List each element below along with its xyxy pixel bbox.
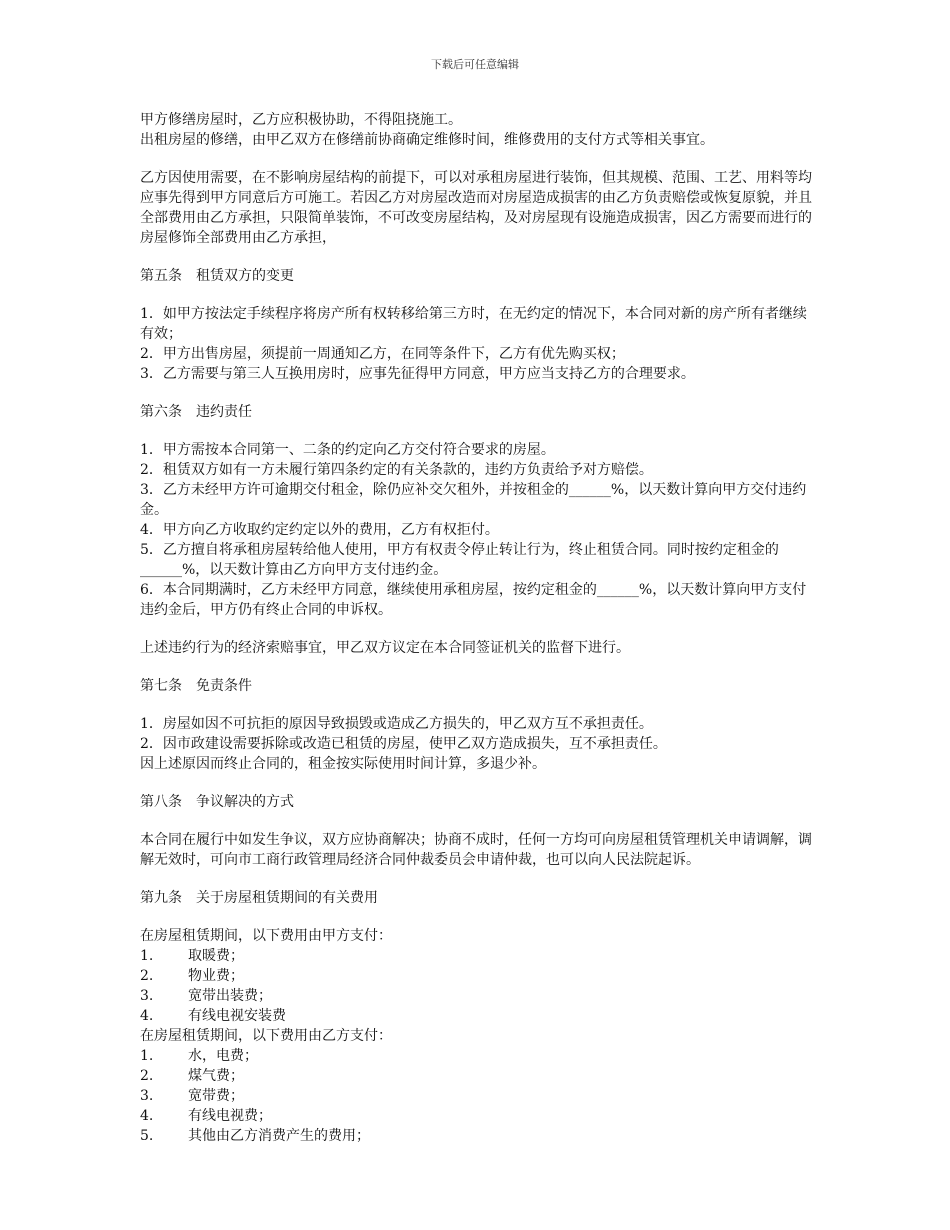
article-title: 第五条 租赁双方的变更 <box>140 268 294 284</box>
fee-item <box>140 966 820 986</box>
fee-item <box>140 1086 820 1106</box>
item-text: 其他由乙方消费产生的费用； <box>188 1128 370 1144</box>
fee-item <box>140 1126 820 1146</box>
paragraph: 甲方修缮房屋时，乙方应积极协助，不得阻挠施工。 <box>140 112 462 128</box>
item-text: 宽带费； <box>188 1088 244 1104</box>
list-item: 2．租赁双方如有一方未履行第四条约定的有关条款的，违约方负责给予对方赔偿。 <box>140 462 653 478</box>
item-text: 有线电视安装费 <box>188 1008 286 1024</box>
list-item: 3．乙方需要与第三人互换用房时，应事先征得甲方同意，甲方应当支持乙方的合理要求。 <box>140 366 695 382</box>
list-item: 6．本合同期满时，乙方未经甲方同意，继续使用承租房屋，按约定租金的______%，以天数计算向甲方支付违约金后，甲方仍有终止合同的申诉权。 <box>140 582 807 618</box>
article-title: 第六条 违约责任 <box>140 404 252 420</box>
list-item: 3．乙方未经甲方许可逾期交付租金，除仍应补交欠租外，并按租金的______%，以天数计算向甲方交付违约金。 <box>140 482 807 518</box>
list-item: 1．甲方需按本合同第一、二条的约定向乙方交付符合要求的房屋。 <box>140 442 555 458</box>
fee-item <box>140 946 820 966</box>
list-item: 4．甲方向乙方收取约定约定以外的费用，乙方有权拒付。 <box>140 522 499 538</box>
article-title: 第八条 争议解决的方式 <box>140 794 294 810</box>
fee-item <box>140 1006 820 1026</box>
item-number: 2. <box>140 968 154 984</box>
fee-item <box>140 1046 820 1066</box>
paragraph: 在房屋租赁期间，以下费用由甲方支付： <box>140 928 392 944</box>
document-body <box>140 110 820 1146</box>
paragraph: 在房屋租赁期间，以下费用由乙方支付： <box>140 1028 392 1044</box>
paragraph: 本合同在履行中如发生争议，双方应协商解决；协商不成时，任何一方均可向房屋租赁管理机关申请调解，调解无效时，可向市工商行政管理局经济合同仲裁委员会申请仲裁，也可以向人民法院起诉。 <box>140 832 812 868</box>
item-number: 1. <box>140 948 154 964</box>
paragraph: 乙方因使用需要，在不影响房屋结构的前提下，可以对承租房屋进行装饰，但其规模、范围、工艺、用料等均应事先得到甲方同意后方可施工。若因乙方对房屋改造而对房屋造成损害的由乙方负责赔偿或恢复原貌，并且全部费用由乙方承担，只限简单装饰，不可改变房屋结构，及对房屋现有设施造成损害，因乙方需要而进行的房屋修饰全部费用由乙方承担， <box>140 170 812 246</box>
paragraph: 因上述原因而终止合同的，租金按实际使用时间计算，多退少补。 <box>140 756 546 772</box>
item-number: 4. <box>140 1108 154 1124</box>
item-text: 宽带出装费； <box>188 988 272 1004</box>
article-title: 第九条 关于房屋租赁期间的有关费用 <box>140 890 378 906</box>
article-title: 第七条 免责条件 <box>140 678 252 694</box>
item-text: 物业费； <box>188 968 244 984</box>
item-number: 3. <box>140 1088 154 1104</box>
item-text: 水，电费； <box>188 1048 258 1064</box>
page-header: 下载后可任意编辑 <box>431 58 519 71</box>
fee-item <box>140 986 820 1006</box>
fee-item <box>140 1066 820 1086</box>
paragraph: 出租房屋的修缮，由甲乙双方在修缮前协商确定维修时间，维修费用的支付方式等相关事宜。 <box>140 132 714 148</box>
item-text: 煤气费； <box>188 1068 244 1084</box>
list-item: 2．因市政建设需要拆除或改造已租赁的房屋，使甲乙双方造成损失，互不承担责任。 <box>140 736 667 752</box>
list-item: 1．房屋如因不可抗拒的原因导致损毁或造成乙方损失的，甲乙双方互不承担责任。 <box>140 716 653 732</box>
item-number: 1. <box>140 1048 154 1064</box>
item-number: 3. <box>140 988 154 1004</box>
item-text: 有线电视费； <box>188 1108 272 1124</box>
list-item: 1．如甲方按法定手续程序将房产所有权转移给第三方时，在无约定的情况下，本合同对新的房产所有者继续有效； <box>140 306 807 342</box>
item-text: 取暖费； <box>188 948 244 964</box>
item-number: 5. <box>140 1128 154 1144</box>
item-number: 4. <box>140 1008 154 1024</box>
list-item: 5．乙方擅自将承租房屋转给他人使用，甲方有权责令停止转让行为，终止租赁合同。同时按约定租金的______%，以天数计算由乙方向甲方支付违约金。 <box>140 542 779 578</box>
fee-item <box>140 1106 820 1126</box>
item-number: 2. <box>140 1068 154 1084</box>
list-item: 2．甲方出售房屋，须提前一周通知乙方，在同等条件下，乙方有优先购买权； <box>140 346 625 362</box>
paragraph: 上述违约行为的经济索赔事宜，甲乙双方议定在本合同签证机关的监督下进行。 <box>140 640 630 656</box>
